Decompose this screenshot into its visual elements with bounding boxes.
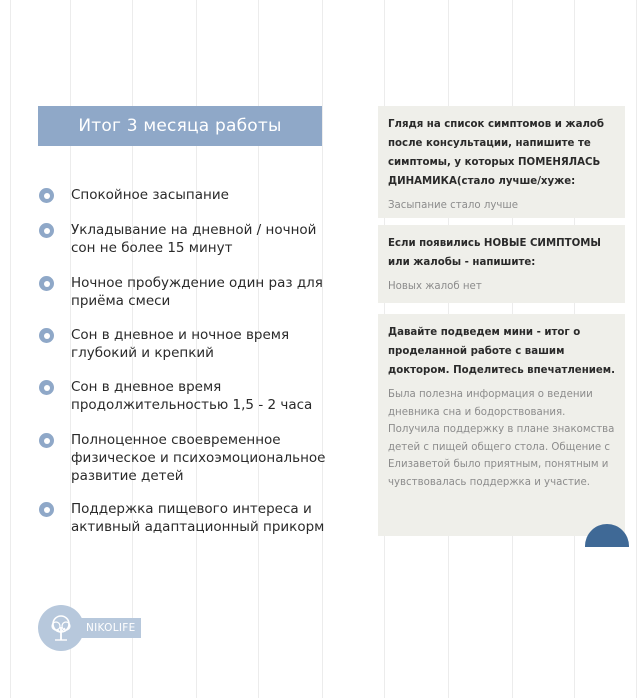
list-item-text: Сон в дневное и ночное время глубокий и крепкий xyxy=(71,327,290,361)
list-item xyxy=(38,326,338,362)
list-item xyxy=(38,500,338,536)
card-answer: Была полезна информация о ведении дневника сна и бодорствования. Получила поддержку в плане знакомства детей с пищей общего стола. Общение с Елизаветой было приятным, понятным и чувствовалась поддержка и участие. xyxy=(388,389,615,488)
list-item-text: Ночное пробуждение один раз для приёма смеси xyxy=(71,275,323,309)
card-question: Давайте подведем мини - итог о проделанной работе с вашим доктором. Поделитесь впечатлением. xyxy=(388,327,616,376)
list-item xyxy=(38,221,338,257)
page-title: Итог 3 месяца работы xyxy=(38,106,322,146)
list-item-text: Полноценное своевременное физическое и психоэмоциональное развитие детей xyxy=(71,432,326,484)
bg-stripe xyxy=(636,0,637,698)
bullet-icon xyxy=(39,502,54,517)
bullet-icon xyxy=(39,276,54,291)
feedback-card-summary xyxy=(378,314,625,536)
bg-stripe xyxy=(10,0,11,698)
logo-text: NIKOLIFE xyxy=(80,618,141,638)
tree-icon xyxy=(38,605,84,651)
bullet-icon xyxy=(39,188,54,203)
list-item xyxy=(38,431,338,485)
card-question: Если появились НОВЫЕ СИМПТОМЫ или жалобы - напишите: xyxy=(388,238,601,268)
bullet-icon xyxy=(39,223,54,238)
floating-action-button[interactable] xyxy=(585,524,629,568)
bullet-icon xyxy=(39,380,54,395)
list-item-text: Сон в дневное время продолжительностью 1,5 - 2 часа xyxy=(71,379,313,413)
card-answer: Новых жалоб нет xyxy=(388,281,482,292)
list-item xyxy=(38,186,229,204)
list-item xyxy=(38,378,338,414)
card-answer: Засыпание стало лучше xyxy=(388,200,519,211)
brand-logo xyxy=(38,605,141,651)
feedback-card-new-symptoms xyxy=(378,225,625,303)
feedback-card-dynamics xyxy=(378,106,625,218)
bullet-icon xyxy=(39,328,54,343)
list-item xyxy=(38,274,338,310)
card-question: Глядя на список симптомов и жалоб после консультации, напишите те симптомы, у которых ПОМЕНЯЛАСЬ ДИНАМИКА(стало лучше/хуже: xyxy=(388,119,605,187)
list-item-text: Спокойное засыпание xyxy=(71,187,229,203)
bullet-icon xyxy=(39,433,54,448)
list-item-text: Укладывание на дневной / ночной сон не более 15 минут xyxy=(71,222,317,256)
list-item-text: Поддержка пищевого интереса и активный адаптационный прикорм xyxy=(71,501,325,535)
